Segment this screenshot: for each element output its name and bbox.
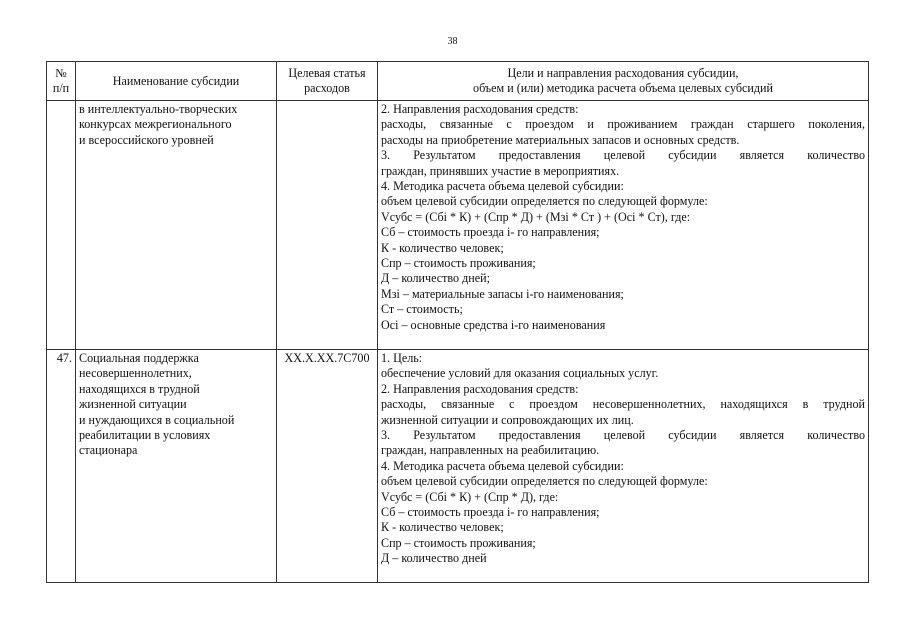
description-line: К - количество человек; [381, 520, 504, 535]
target-article: ХХ.Х.ХХ.7С700 [277, 350, 378, 583]
description-line: 2. Направления расходования средств: [381, 102, 579, 116]
table-header [47, 62, 869, 101]
description-line: расходы, связанные с проездом и проживанием граждан старшего поколения, [381, 117, 865, 132]
subsidy-name: в интеллектуально-творческих конкурсах межрегионального и всероссийского уровней [76, 101, 277, 350]
description-line: Спр – стоимость проживания; [381, 535, 536, 550]
description-line: Осi – основные средства i-го наименования [381, 317, 606, 332]
description-line: Д – количество дней [381, 551, 487, 566]
description-line: Сб – стоимость проезда i- го направления; [381, 505, 600, 520]
description-line: 3. Результатом предоставления целевой субсидии является количество [381, 428, 865, 443]
description-line: граждан, принявших участие в мероприятиях. [381, 163, 620, 178]
row-number [47, 101, 76, 350]
description-line: жизненной ситуации и сопровождающих их лиц. [381, 412, 634, 427]
table-row [47, 101, 869, 350]
header-goals-and-method: Цели и направления расходования субсидии, объем и (или) методика расчета объема целевых субсидий [378, 62, 869, 101]
description-line: Vсубс = (Сбi * К) + (Спр * Д), где: [381, 489, 559, 504]
subsidy-name: Социальная поддержка несовершеннолетних, находящихся в трудной жизненной ситуации и нуждающихся в социальной реабилитации в условиях стационара [76, 350, 277, 583]
description-line: Мзi – материальные запасы i-го наименования; [381, 286, 624, 301]
description-line: 3. Результатом предоставления целевой субсидии является количество [381, 148, 865, 163]
target-article [277, 101, 378, 350]
subsidy-table [46, 61, 869, 583]
header-target-article: Целевая статья расходов [277, 62, 378, 101]
description-line: Ст – стоимость; [381, 302, 463, 317]
description-line: 4. Методика расчета объема целевой субсидии: [381, 458, 624, 473]
header-number: № п/п [47, 62, 76, 101]
description-line: расходы, связанные с проездом несовершеннолетних, находящихся в трудной [381, 397, 865, 412]
description-line: Сб – стоимость проезда i- го направления; [381, 225, 600, 240]
table-row [47, 350, 869, 583]
description-line: Д – количество дней; [381, 271, 490, 286]
description-line: Спр – стоимость проживания; [381, 256, 536, 271]
subsidy-description [378, 350, 869, 583]
subsidy-description [378, 101, 869, 350]
description-line: К - количество человек; [381, 240, 504, 255]
description-line: 2. Направления расходования средств: [381, 381, 579, 396]
description-line: расходы на приобретение материальных запасов и основных средств. [381, 132, 740, 147]
description-line: объем целевой субсидии определяется по следующей формуле: [381, 194, 708, 209]
description-line: объем целевой субсидии определяется по следующей формуле: [381, 474, 708, 489]
row-number: 47. [47, 350, 76, 583]
description-line: граждан, направленных на реабилитацию. [381, 443, 600, 458]
description-line: 4. Методика расчета объема целевой субсидии: [381, 179, 624, 194]
header-subsidy-name: Наименование субсидии [76, 62, 277, 101]
page-number: 38 [447, 36, 458, 47]
description-line: 1. Цель: [381, 351, 423, 365]
description-line: Vсубс = (Сбi * К) + (Спр * Д) + (Мзi * Ст ) + (Осi * Ст), где: [381, 209, 691, 224]
description-line: обеспечение условий для оказания социальных услуг. [381, 366, 659, 381]
